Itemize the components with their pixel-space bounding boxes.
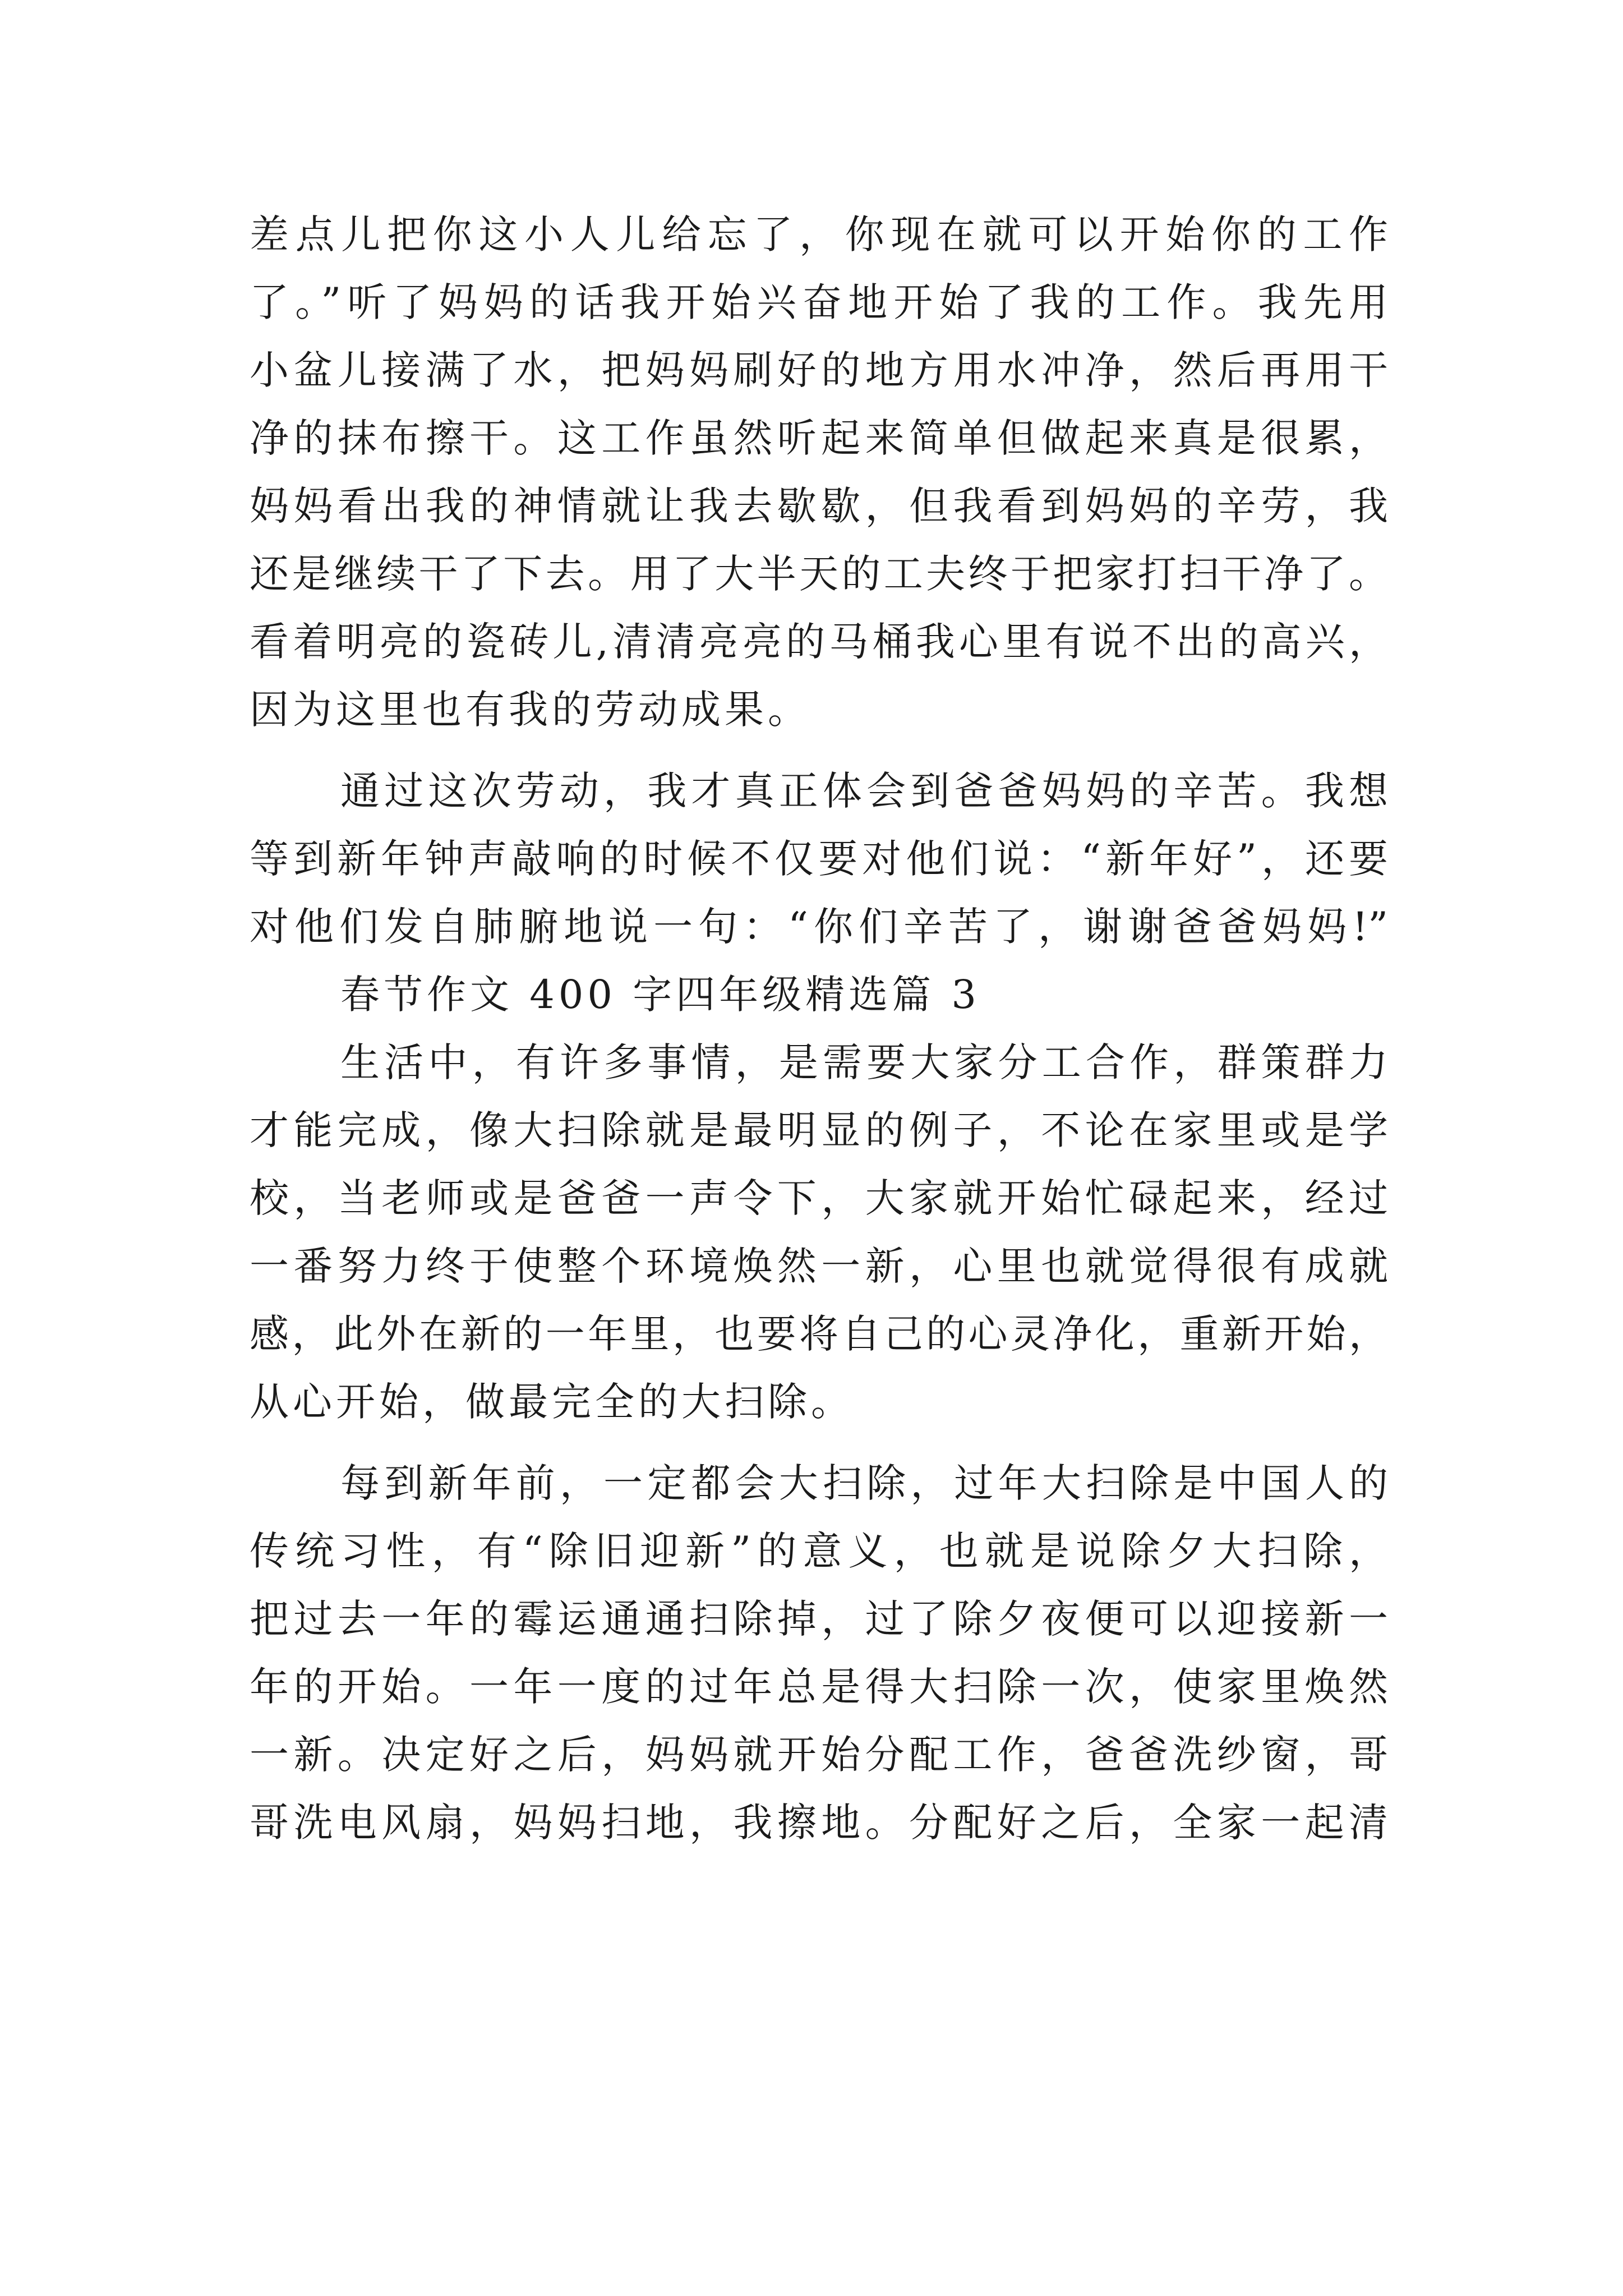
text-line: 因为这里也有我的劳动成果。 — [250, 687, 811, 733]
text-line: 生活中，有许多事情，是需要大家分工合作，群策群力 — [340, 1039, 1388, 1085]
text-line: 了。”听了妈妈的话我开始兴奋地开始了我的工作。我先用 — [250, 279, 1388, 325]
text-line: 净的抹布擦干。这工作虽然听起来简单但做起来真是很累， — [250, 415, 1388, 461]
text-line: 校，当老师或是爸爸一声令下，大家就开始忙碌起来，经过 — [250, 1175, 1388, 1221]
document-body — [250, 201, 1388, 1857]
text-line: 感，此外在新的一年里，也要将自己的心灵净化，重新开始， — [250, 1311, 1388, 1357]
text-line: 还是继续干了下去。用了大半天的工夫终于把家打扫干净了。 — [250, 551, 1388, 597]
text-line: 等到新年钟声敲响的时候不仅要对他们说：“新年好”，还要 — [250, 836, 1388, 882]
text-line: 年的开始。一年一度的过年总是得大扫除一次，使家里焕然 — [250, 1664, 1388, 1710]
text-line: 对他们发自肺腑地说一句：“你们辛苦了，谢谢爸爸妈妈!” — [250, 904, 1388, 950]
text-line: 每到新年前，一定都会大扫除，过年大扫除是中国人的 — [340, 1460, 1388, 1506]
text-line: 一番努力终于使整个环境焕然一新，心里也就觉得很有成就 — [250, 1243, 1388, 1289]
text-line: 一新。决定好之后，妈妈就开始分配工作，爸爸洗纱窗，哥 — [250, 1732, 1388, 1778]
text-line: 妈妈看出我的神情就让我去歇歇，但我看到妈妈的辛劳，我 — [250, 483, 1388, 529]
text-line: 看着明亮的瓷砖儿,清清亮亮的马桶我心里有说不出的高兴， — [250, 619, 1388, 665]
text-line: 传统习性，有“除旧迎新”的意义，也就是说除夕大扫除， — [250, 1528, 1388, 1574]
text-line: 差点儿把你这小人儿给忘了，你现在就可以开始你的工作 — [250, 211, 1388, 257]
text-line: 小盆儿接满了水，把妈妈刷好的地方用水冲净，然后再用干 — [250, 347, 1388, 393]
text-line: 通过这次劳动，我才真正体会到爸爸妈妈的辛苦。我想 — [340, 768, 1388, 814]
text-line: 把过去一年的霉运通通扫除掉，过了除夕夜便可以迎接新一 — [250, 1596, 1388, 1642]
text-line: 哥洗电风扇，妈妈扫地，我擦地。分配好之后，全家一起清 — [250, 1800, 1388, 1846]
section-heading: 春节作文 400 字四年级精选篇 3 — [340, 972, 980, 1018]
text-line: 才能完成，像大扫除就是最明显的例子，不论在家里或是学 — [250, 1107, 1388, 1153]
text-line: 从心开始，做最完全的大扫除。 — [250, 1379, 854, 1425]
